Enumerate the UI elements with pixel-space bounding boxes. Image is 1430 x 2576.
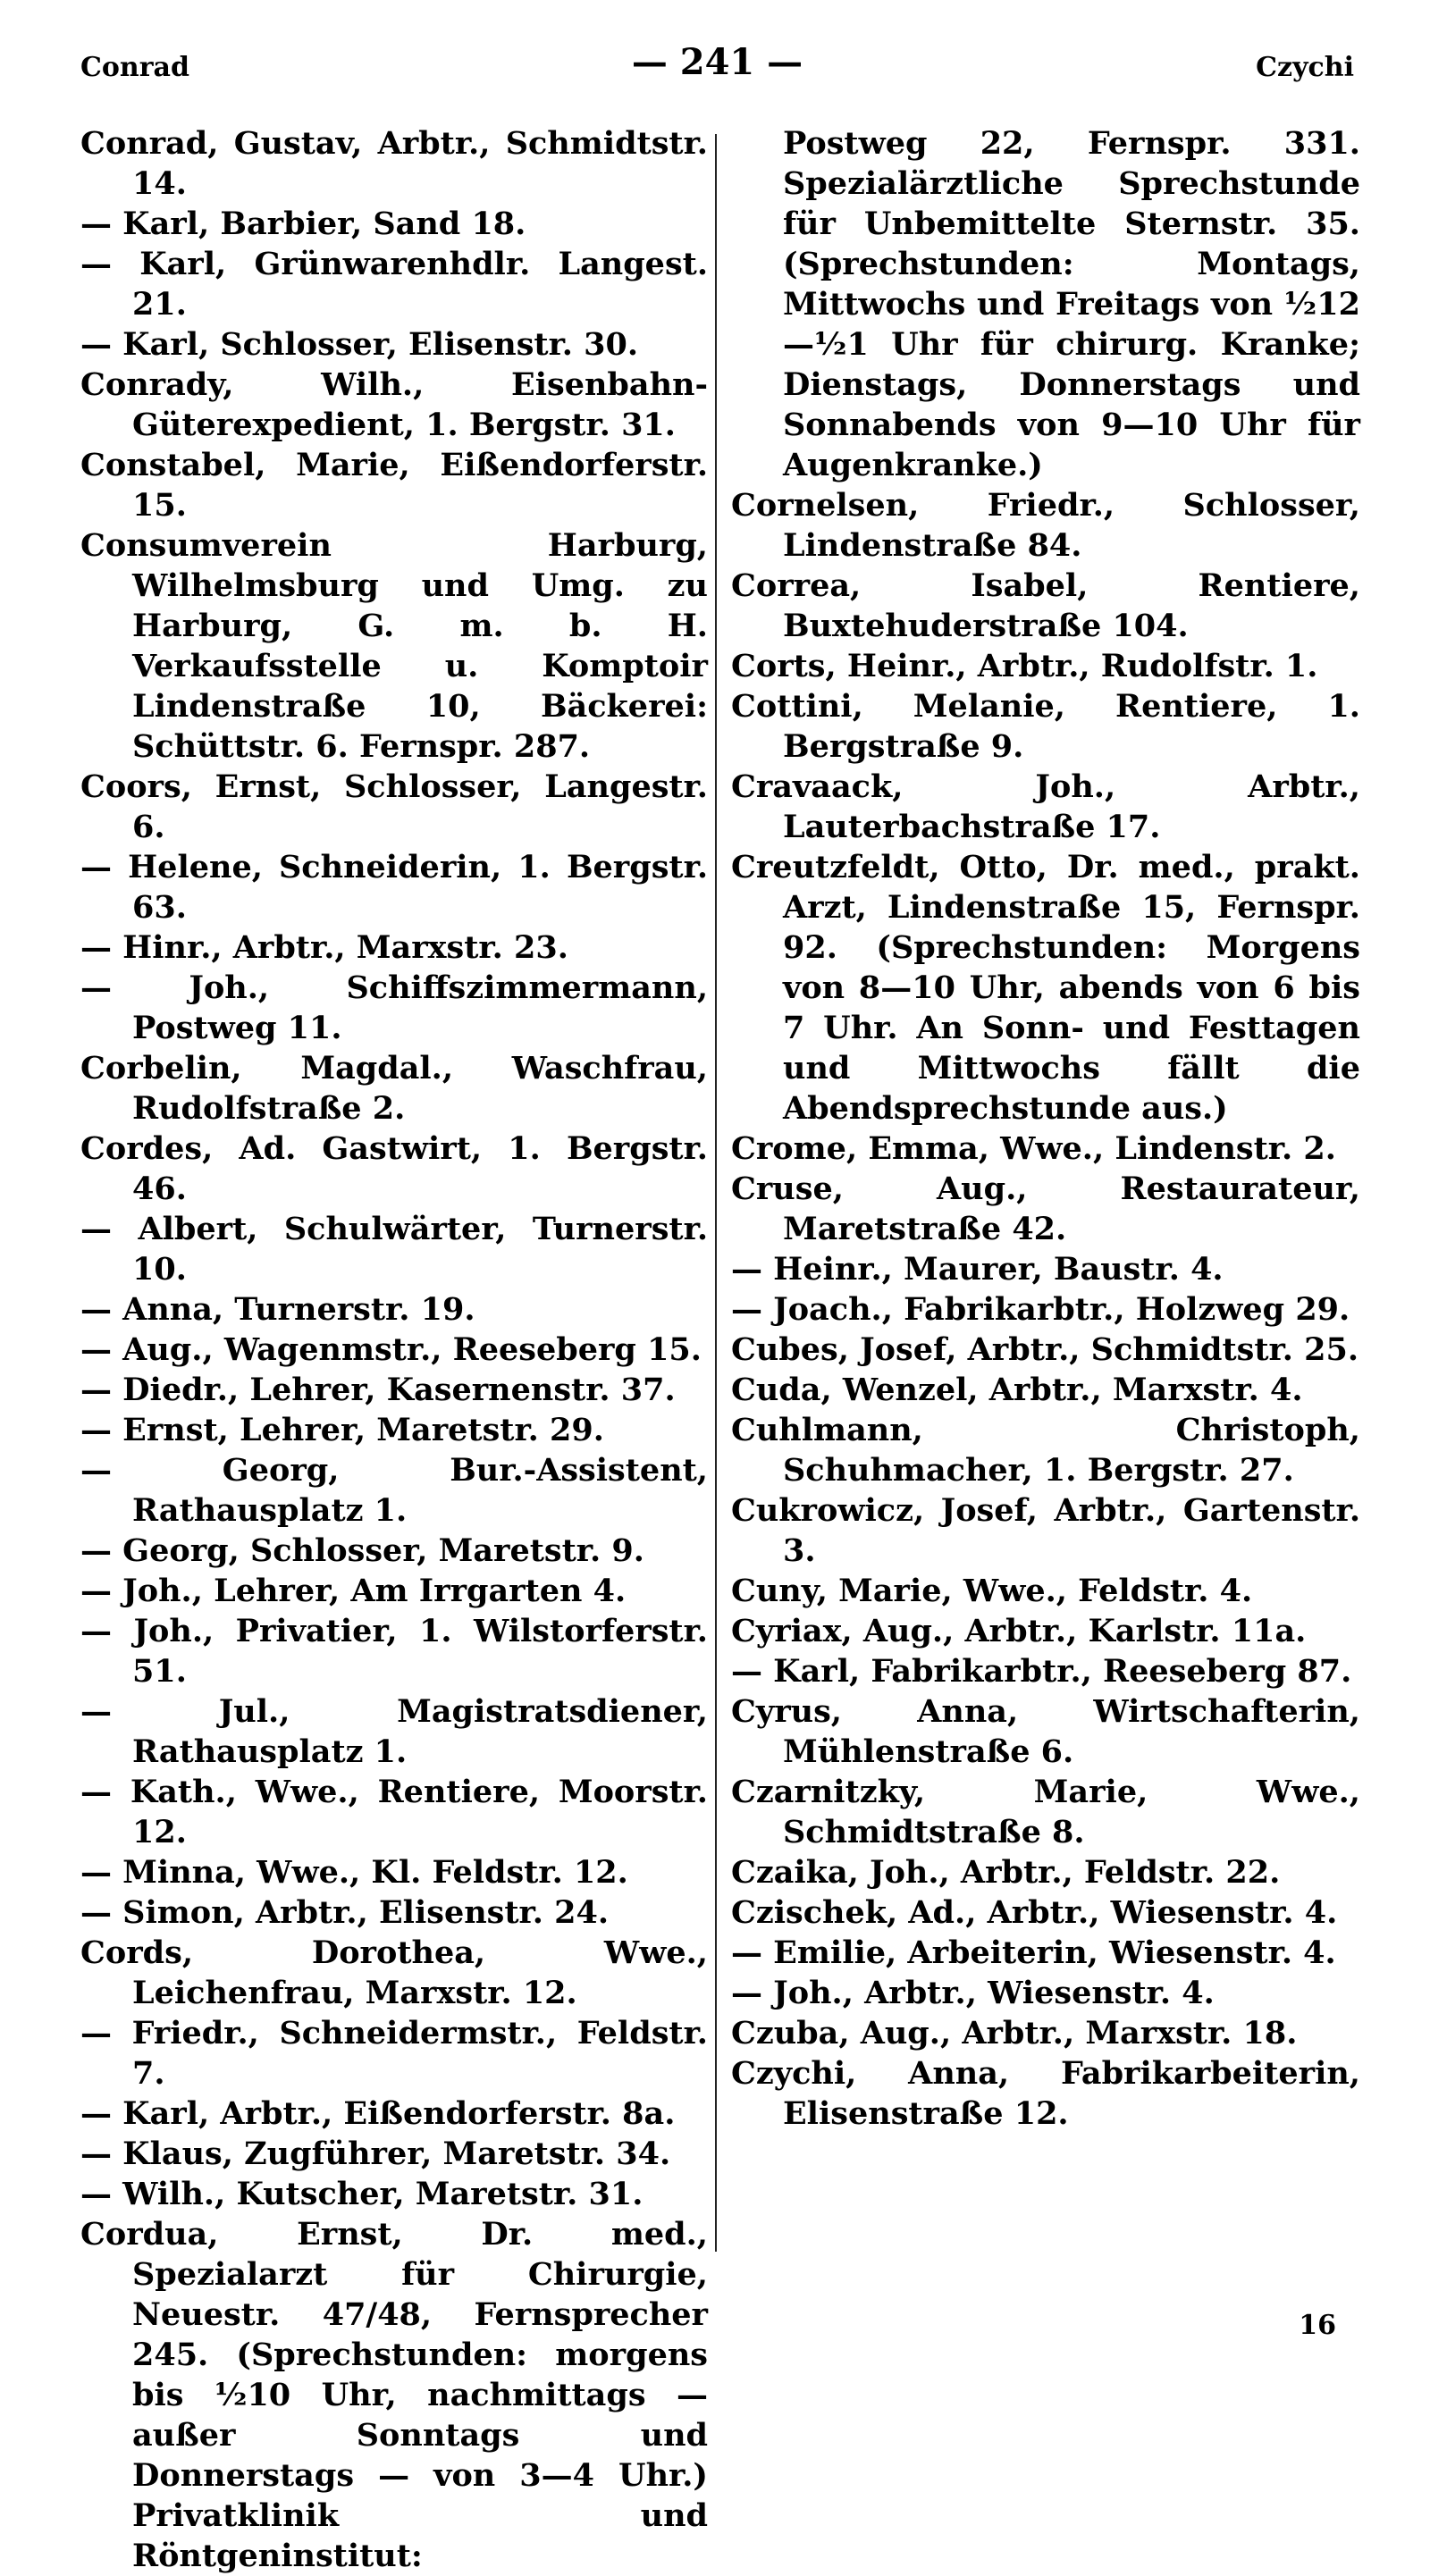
- right-column: [731, 123, 1360, 2134]
- header-last-entry: Czychi: [1256, 52, 1354, 83]
- directory-entry: — Georg, Bur.-Assistent, Rathausplatz 1.: [80, 1452, 708, 1529]
- sheet-signature: 16: [1299, 2310, 1336, 2341]
- directory-entry: Cordes, Ad. Gastwirt, 1. Bergstr. 46.: [80, 1130, 708, 1207]
- directory-entry: Crome, Emma, Wwe., Lindenstr. 2.: [731, 1130, 1336, 1167]
- directory-entry: Consumverein Harburg, Wilhelmsburg und Umg. zu Harburg, G. m. b. H. Verkaufsstelle u. Komptoir Lindenstraße 10, Bäckerei: Schüttstr. 6. Fernspr. 287.: [80, 527, 708, 765]
- directory-entry: Constabel, Marie, Eißendorferstr. 15.: [80, 447, 708, 524]
- directory-entry: — Karl, Schlosser, Elisenstr. 30.: [80, 326, 639, 363]
- directory-entry: — Minna, Wwe., Kl. Feldstr. 12.: [80, 1854, 628, 1891]
- directory-entry: Cords, Dorothea, Wwe., Leichenfrau, Marxstr. 12.: [80, 1934, 708, 2011]
- directory-entry: Corbelin, Magdal., Waschfrau, Rudolfstraße 2.: [80, 1050, 708, 1127]
- directory-entry: — Klaus, Zugführer, Maretstr. 34.: [80, 2135, 671, 2172]
- directory-entry: Creutzfeldt, Otto, Dr. med., prakt. Arzt, Lindenstraße 15, Fernspr. 92. (Sprechstunden: Morgens von 8—10 Uhr, abends von 6 bis 7 Uhr. An Sonn- und Festtagen und Mittwochs fällt die Abendsprechstunde aus.): [731, 849, 1360, 1127]
- directory-entry: Conrad, Gustav, Arbtr., Schmidtstr. 14.: [80, 125, 708, 202]
- directory-entry: Cottini, Melanie, Rentiere, 1. Bergstraße 9.: [731, 688, 1360, 765]
- directory-entry: — Albert, Schulwärter, Turnerstr. 10.: [80, 1211, 708, 1288]
- directory-entry: — Heinr., Maurer, Baustr. 4.: [731, 1251, 1224, 1288]
- directory-entry: Cuda, Wenzel, Arbtr., Marxstr. 4.: [731, 1372, 1303, 1408]
- directory-entry: — Joach., Fabrikarbtr., Holzweg 29.: [731, 1291, 1350, 1328]
- directory-entry: Correa, Isabel, Rentiere, Buxtehuderstraße 104.: [731, 567, 1360, 644]
- directory-entry: — Georg, Schlosser, Maretstr. 9.: [80, 1532, 644, 1569]
- directory-entry: — Joh., Privatier, 1. Wilstorferstr. 51.: [80, 1613, 708, 1690]
- directory-entry: Cubes, Josef, Arbtr., Schmidtstr. 25.: [731, 1331, 1359, 1368]
- header-first-entry: Conrad: [80, 52, 189, 83]
- directory-entry: — Aug., Wagenmstr., Reeseberg 15.: [80, 1331, 702, 1368]
- directory-entry: Cruse, Aug., Restaurateur, Maretstraße 42.: [731, 1171, 1360, 1247]
- directory-entry: — Joh., Lehrer, Am Irrgarten 4.: [80, 1573, 627, 1609]
- directory-entry: — Jul., Magistratsdiener, Rathausplatz 1.: [80, 1693, 708, 1770]
- directory-entry: — Emilie, Arbeiterin, Wiesenstr. 4.: [731, 1934, 1336, 1971]
- page-number: — 241 —: [631, 41, 803, 83]
- directory-entry: Cyrus, Anna, Wirtschafterin, Mühlenstraße 6.: [731, 1693, 1360, 1770]
- directory-entry: — Diedr., Lehrer, Kasernenstr. 37.: [80, 1372, 676, 1408]
- directory-entry: — Kath., Wwe., Rentiere, Moorstr. 12.: [80, 1774, 708, 1850]
- directory-entry: Czaika, Joh., Arbtr., Feldstr. 22.: [731, 1854, 1281, 1891]
- directory-entry: — Simon, Arbtr., Elisenstr. 24.: [80, 1894, 610, 1931]
- page-header: [80, 36, 1354, 89]
- directory-entry: Cuhlmann, Christoph, Schuhmacher, 1. Bergstr. 27.: [731, 1412, 1360, 1489]
- directory-entry: — Hinr., Arbtr., Marxstr. 23.: [80, 929, 568, 966]
- directory-entry: Cyriax, Aug., Arbtr., Karlstr. 11a.: [731, 1613, 1307, 1649]
- directory-entry: — Helene, Schneiderin, 1. Bergstr. 63.: [80, 849, 708, 926]
- directory-entry: — Joh., Arbtr., Wiesenstr. 4.: [731, 1975, 1215, 2011]
- directory-entry: Coors, Ernst, Schlosser, Langestr. 6.: [80, 768, 708, 845]
- directory-entry: — Karl, Arbtr., Eißendorferstr. 8a.: [80, 2095, 676, 2132]
- left-column: [80, 123, 708, 2576]
- directory-entry: Corts, Heinr., Arbtr., Rudolfstr. 1.: [731, 648, 1318, 684]
- directory-entry: — Wilh., Kutscher, Maretstr. 31.: [80, 2176, 644, 2212]
- directory-entry: Czarnitzky, Marie, Wwe., Schmidtstraße 8.: [731, 1774, 1360, 1850]
- directory-entry: — Karl, Fabrikarbtr., Reeseberg 87.: [731, 1653, 1352, 1690]
- directory-entry: Cuny, Marie, Wwe., Feldstr. 4.: [731, 1573, 1253, 1609]
- directory-entry: — Anna, Turnerstr. 19.: [80, 1291, 475, 1328]
- directory-entry: — Ernst, Lehrer, Maretstr. 29.: [80, 1412, 604, 1448]
- directory-entry: — Joh., Schiffszimmermann, Postweg 11.: [80, 969, 708, 1046]
- directory-entry: Cordua, Ernst, Dr. med., Spezialarzt für Chirurgie, Neuestr. 47/48, Fernsprecher 245. (Sprechstunden: morgens bis ½10 Uhr, nachmittags — außer Sonntags und Donnerstags — von 3—4 Uhr.) Privatklinik und Röntgeninstitut:: [80, 2216, 708, 2574]
- continued-entry: Postweg 22, Fernspr. 331. Spezialärztliche Sprechstunde für Unbemittelte Sternstr. 35. (Sprechstunden: Montags, Mittwochs und Freitags von ½12—½1 Uhr für chirurg. Kranke; Dienstags, Donnerstags und Sonnabends von 9—10 Uhr für Augenkranke.): [783, 125, 1360, 483]
- directory-entry: Cravaack, Joh., Arbtr., Lauterbachstraße 17.: [731, 768, 1360, 845]
- directory-entry: Czischek, Ad., Arbtr., Wiesenstr. 4.: [731, 1894, 1338, 1931]
- directory-entry: Czychi, Anna, Fabrikarbeiterin, Elisenstraße 12.: [731, 2055, 1360, 2132]
- directory-entry: — Friedr., Schneidermstr., Feldstr. 7.: [80, 2015, 708, 2092]
- directory-entry: — Karl, Barbier, Sand 18.: [80, 206, 526, 242]
- directory-entry: Conrady, Wilh., Eisenbahn-Güterexpedient, 1. Bergstr. 31.: [80, 366, 708, 443]
- directory-entry: — Karl, Grünwarenhdlr. Langest. 21.: [80, 246, 708, 323]
- directory-entry: Cukrowicz, Josef, Arbtr., Gartenstr. 3.: [731, 1492, 1360, 1569]
- directory-entry: Czuba, Aug., Arbtr., Marxstr. 18.: [731, 2015, 1298, 2052]
- column-divider: [715, 134, 717, 2252]
- directory-entry: Cornelsen, Friedr., Schlosser, Lindenstraße 84.: [731, 487, 1360, 564]
